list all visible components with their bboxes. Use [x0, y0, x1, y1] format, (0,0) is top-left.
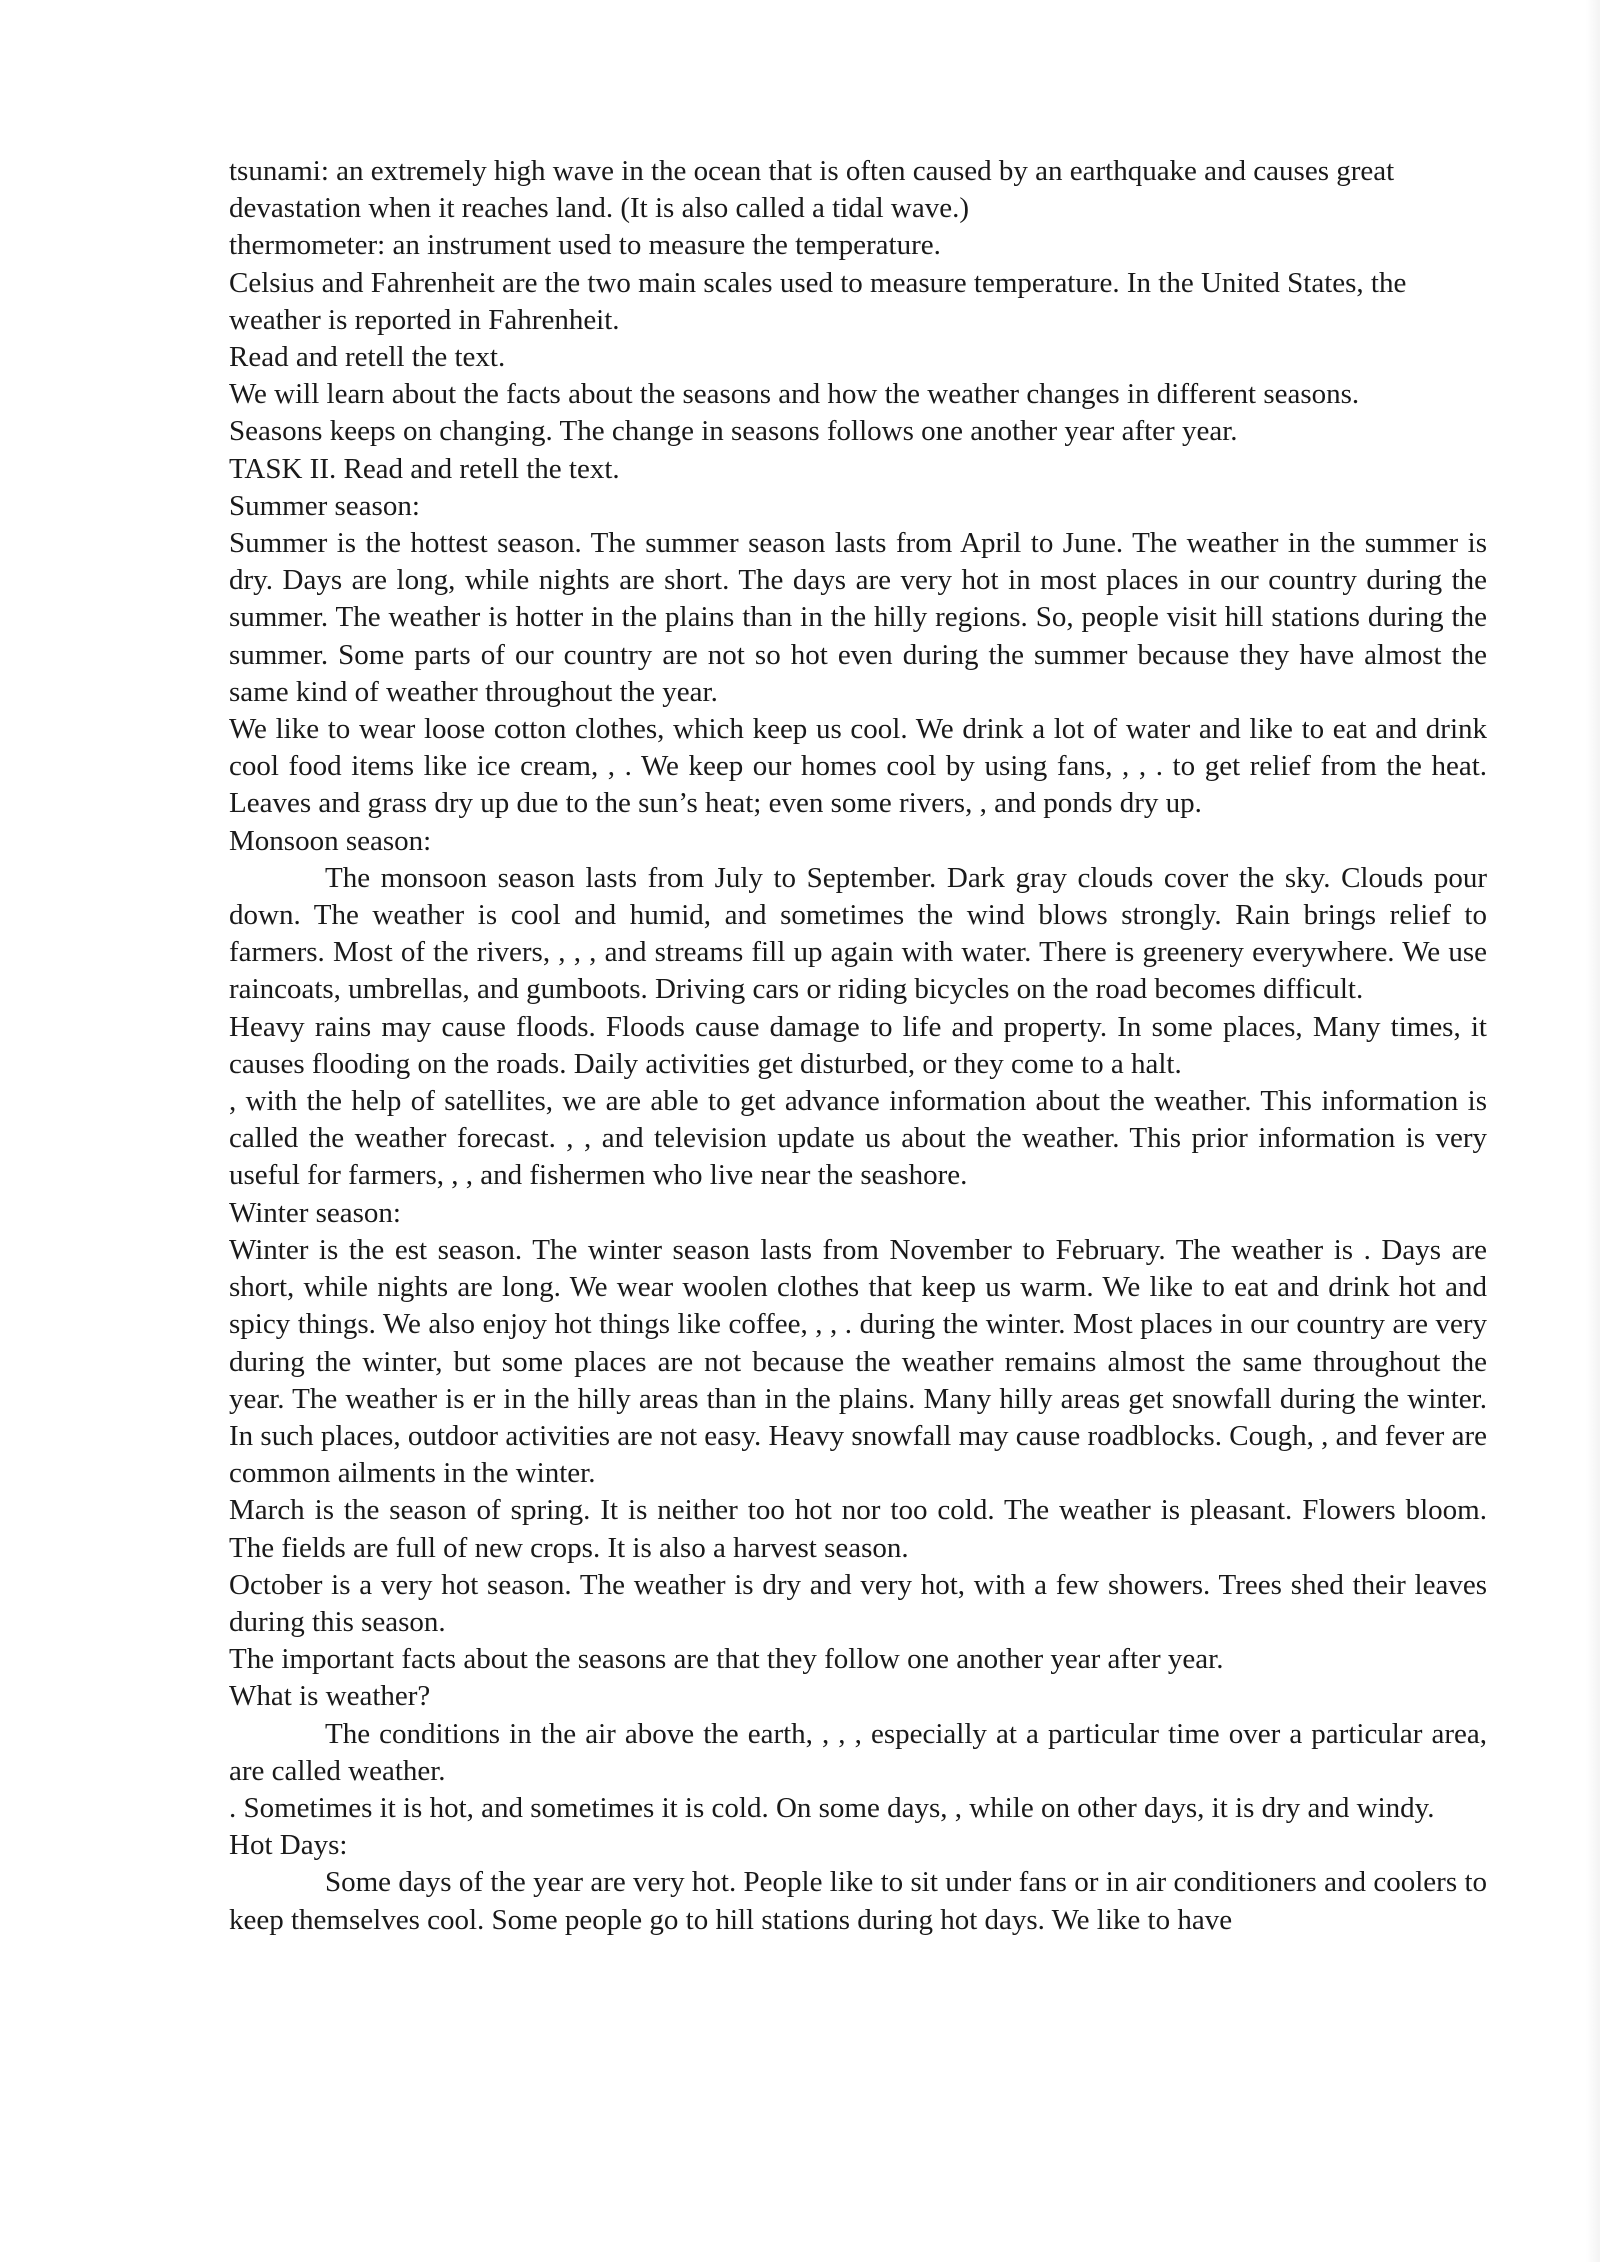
paragraph-weather-forecast: , with the help of satellites, we are able to get advance information about the weather. This information is called the weather forecast. , , and television update us about the weather. This prior information is very useful for farmers, , , and fishermen who live near the seashore.: [229, 1085, 1487, 1192]
paragraph-weather-variation: . Sometimes it is hot, and sometimes it is cold. On some days, , while on other days, it is dry and windy.: [229, 1791, 1435, 1824]
heading-hot-days: Hot Days:: [229, 1829, 348, 1862]
paragraph-seasons-change: Seasons keeps on changing. The change in seasons follows one another year after year.: [229, 415, 1238, 448]
heading-winter-season: Winter season:: [229, 1196, 401, 1229]
instruction-read-retell: Read and retell the text.: [229, 341, 506, 374]
heading-summer-season: Summer season:: [229, 489, 420, 522]
paragraph-october: October is a very hot season. The weather is dry and very hot, with a few showers. Trees shed their leaves during this season.: [229, 1568, 1487, 1638]
paragraph-seasons-facts: The important facts about the seasons are that they follow one another year after year.: [229, 1643, 1224, 1676]
page-edge-shadow: [1586, 0, 1600, 2262]
heading-monsoon-season: Monsoon season:: [229, 824, 432, 857]
paragraph-temperature-scales: Celsius and Fahrenheit are the two main scales used to measure temperature. In the United States, the weather is reported in Fahrenheit.: [229, 266, 1407, 336]
paragraph-hot-days: Some days of the year are very hot. People like to sit under fans or in air conditioners and coolers to keep themselves cool. Some people go to hill stations during hot days. We like to have: [229, 1866, 1487, 1936]
paragraph-summer-habits: We like to wear loose cotton clothes, which keep us cool. We drink a lot of water and like to eat and drink cool food items like ice cream, , . We keep our homes cool by using fans, , , . to get relief from the heat. Leaves and grass dry up due to the sun’s heat; even some rivers, , and ponds dry up.: [229, 713, 1487, 820]
task-heading: TASK II. Read and retell the text.: [229, 452, 620, 485]
paragraph-intro-seasons: We will learn about the facts about the seasons and how the weather changes in different seasons.: [229, 378, 1360, 411]
paragraph-winter-description: Winter is the est season. The winter season lasts from November to February. The weather is . Days are short, while nights are long. We wear woolen clothes that keep us warm. We like to eat and drink hot and spicy things. We also enjoy hot things like coffee, , , . during the winter. Most places in our country are very during the winter, but some places are not because the weather remains almost the same throughout the year. The weather is er in the hilly areas than in the plains. Many hilly areas get snowfall during the winter. In such places, outdoor activities are not easy. Heavy snowfall may cause roadblocks. Cough, , and fever are common ailments in the winter.: [229, 1233, 1487, 1490]
paragraph-floods: Heavy rains may cause floods. Floods cause damage to life and property. In some places, Many times, it causes flooding on the roads. Daily activities get disturbed, or they come to a halt.: [229, 1010, 1487, 1080]
paragraph-monsoon-description: The monsoon season lasts from July to September. Dark gray clouds cover the sky. Clouds pour down. The weather is cool and humid, and sometimes the wind blows strongly. Rain brings relief to farmers. Most of the rivers, , , , and streams fill up again with water. There is greenery everywhere. We use raincoats, umbrellas, and gumboots. Driving cars or riding bicycles on the road becomes difficult.: [229, 861, 1487, 1006]
document-body: [229, 153, 1487, 1939]
paragraph-summer-description: Summer is the hottest season. The summer season lasts from April to June. The weather in the summer is dry. Days are long, while nights are short. The days are very hot in most places in our country during the summer. The weather is hotter in the plains than in the hilly regions. So, people visit hill stations during the summer. Some parts of our country are not so hot even during the summer because they have almost the same kind of weather throughout the year.: [229, 527, 1487, 708]
paragraph-weather-definition: The conditions in the air above the earth, , , , especially at a particular time over a particular area, are called weather.: [229, 1717, 1487, 1787]
paragraph-spring: March is the season of spring. It is neither too hot nor too cold. The weather is pleasant. Flowers bloom. The fields are full of new crops. It is also a harvest season.: [229, 1494, 1487, 1564]
paragraph-thermometer-definition: thermometer: an instrument used to measure the temperature.: [229, 229, 941, 262]
heading-what-is-weather: What is weather?: [229, 1680, 431, 1713]
paragraph-tsunami-definition: tsunami: an extremely high wave in the ocean that is often caused by an earthquake and causes great devastation when it reaches land. (It is also called a tidal wave.): [229, 155, 1395, 225]
